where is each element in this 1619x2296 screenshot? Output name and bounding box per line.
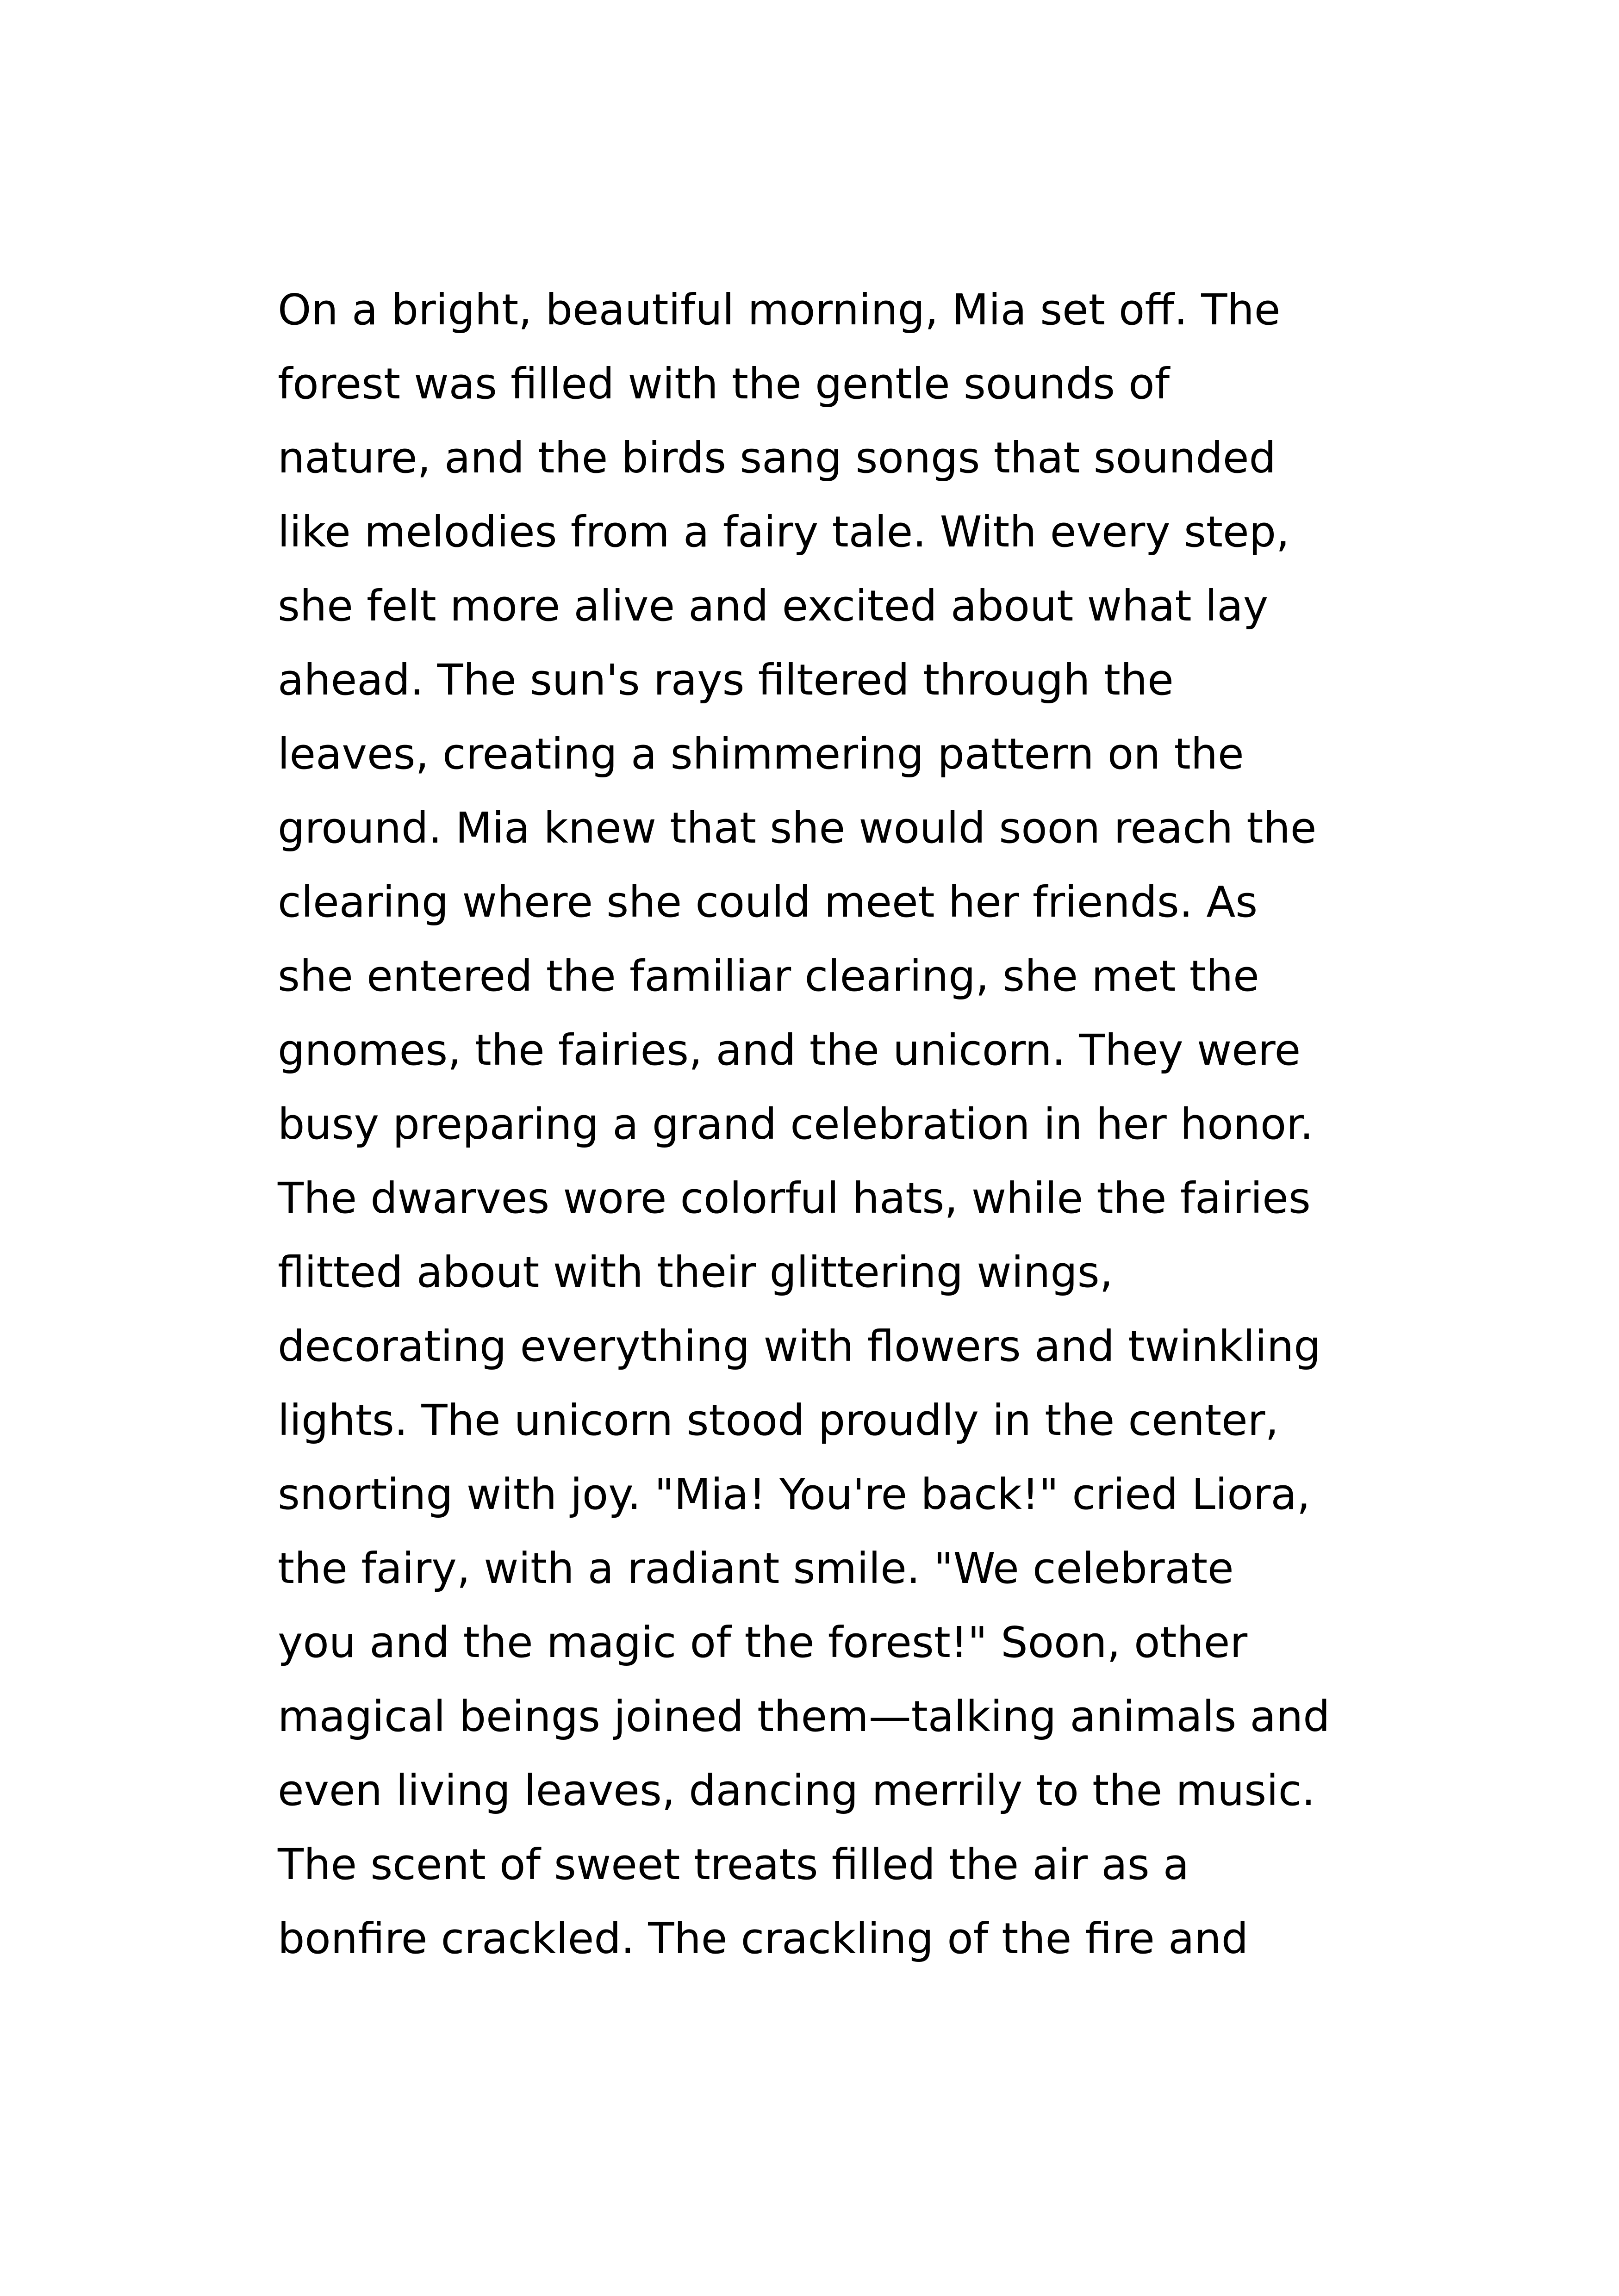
text-line: gnomes, the fairies, and the unicorn. They were (278, 1025, 1301, 1075)
text-line: bonfire crackled. The crackling of the fire and (278, 1914, 1249, 1963)
text-line: ahead. The sun's rays filtered through the (278, 655, 1174, 705)
story-paragraph (278, 273, 1379, 1976)
text-line: The scent of sweet treats filled the air as a (278, 1840, 1189, 1889)
text-line: busy preparing a grand celebration in her honor. (278, 1099, 1314, 1149)
text-line: lights. The unicorn stood proudly in the center, (278, 1396, 1279, 1445)
text-line: the fairy, with a radiant smile. "We celebrate (278, 1544, 1234, 1593)
text-line: she felt more alive and excited about what lay (278, 581, 1269, 631)
text-line: On a bright, beautiful morning, Mia set off. The (278, 285, 1281, 335)
text-line: leaves, creating a shimmering pattern on the (278, 729, 1244, 779)
text-line: clearing where she could meet her friends. As (278, 877, 1258, 927)
text-line: snorting with joy. "Mia! You're back!" cried Liora, (278, 1470, 1311, 1519)
text-line: you and the magic of the forest!" Soon, other (278, 1618, 1248, 1667)
text-line: forest was filled with the gentle sounds of (278, 359, 1170, 409)
text-line: like melodies from a fairy tale. With every step, (278, 507, 1290, 557)
text-line: The dwarves wore colorful hats, while the fairies (278, 1173, 1311, 1223)
text-line: she entered the familiar clearing, she met the (278, 951, 1259, 1001)
text-line: decorating everything with flowers and twinkling (278, 1322, 1321, 1371)
text-line: nature, and the birds sang songs that sounded (278, 433, 1276, 483)
text-line: even living leaves, dancing merrily to the music. (278, 1766, 1315, 1815)
text-line: magical beings joined them—talking animals and (278, 1692, 1330, 1741)
text-line: flitted about with their glittering wings, (278, 1247, 1113, 1297)
text-line: ground. Mia knew that she would soon reach the (278, 803, 1317, 853)
